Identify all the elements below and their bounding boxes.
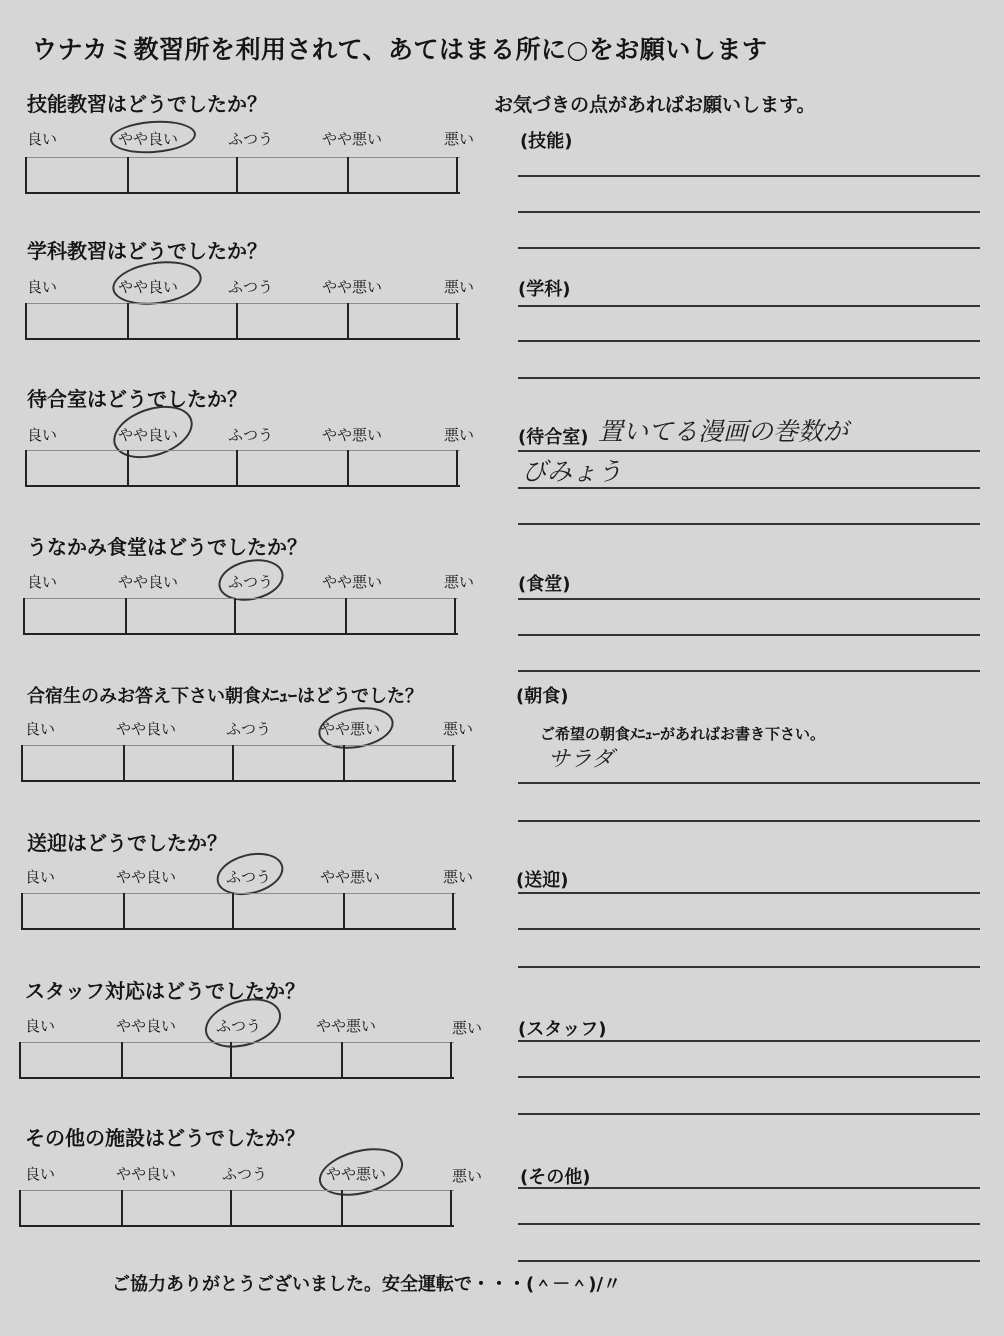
scale-label-fairly-good: やや良い [118,278,179,296]
scale-label-good: 良い [25,720,56,738]
scale-label-good: 良い [25,1017,56,1035]
question-title: 待合室はどうでしたか？ [27,387,247,411]
rating-scale[interactable] [25,303,460,340]
comment-line[interactable] [518,247,980,249]
comment-line[interactable] [518,1113,980,1115]
scale-label-bad: 悪い [444,573,475,591]
scale-label-average: ふつう [228,130,274,148]
page-title: ウナカミ教習所を利用されて、あてはまる所に○をお願いします [32,35,768,64]
comment-line[interactable] [518,523,980,525]
selected-circle [109,118,197,156]
comment-line[interactable] [518,634,980,636]
comment-line[interactable] [518,305,980,307]
question-title: 学科教習はどうでしたか？ [27,239,267,263]
scale-label-bad: 悪い [452,1019,483,1037]
scale-label-fairly-good: やや良い [116,1165,177,1183]
scale-label-bad: 悪い [444,130,475,148]
scale-label-bad: 悪い [443,868,474,886]
scale-label-average: ふつう [228,573,274,591]
breakfast-request-note: ご希望の朝食ﾒﾆｭｰがあればお書き下さい。 [540,725,826,743]
comment-line[interactable] [518,966,980,968]
rating-scale[interactable] [19,1042,454,1079]
section-label-breakfast: (朝食) [516,686,569,707]
question-title: スタッフ対応はどうでしたか？ [25,979,305,1003]
comment-line[interactable] [518,1076,980,1078]
comment-line[interactable] [518,820,980,822]
question-title: 技能教習はどうでしたか？ [27,92,267,116]
rating-scale[interactable] [21,893,456,930]
question-title: 合宿生のみお答え下さい朝食ﾒﾆｭｰはどうでした？ [27,686,423,707]
scale-label-fairly-good: やや良い [116,868,177,886]
scale-label-good: 良い [27,426,58,444]
comment-line[interactable] [518,211,980,213]
section-label-lecture: (学科) [518,279,571,300]
comment-line[interactable] [518,598,980,600]
comment-line[interactable] [518,782,980,784]
scale-label-fairly-bad: やや悪い [320,868,381,886]
scale-label-good: 良い [25,868,56,886]
section-label-staff: (スタッフ) [518,1019,607,1040]
section-label-skill: (技能) [520,131,573,152]
comment-line[interactable] [518,928,980,930]
scale-label-good: 良い [27,573,58,591]
scale-label-bad: 悪い [444,426,475,444]
handwritten-comment: 置いてる漫画の巻数が [598,417,849,446]
selected-circle [110,256,205,310]
section-label-cafeteria: (食堂) [518,574,571,595]
comment-line[interactable] [518,1040,980,1042]
rating-scale[interactable] [25,157,460,194]
comment-line[interactable] [518,175,980,177]
section-label-waiting-room: (待合室) [518,427,589,448]
comment-line[interactable] [518,377,980,379]
scale-label-fairly-bad: やや悪い [322,130,383,148]
scale-label-average: ふつう [222,1165,268,1183]
rating-scale[interactable] [23,598,458,635]
footer-thanks: ご協力ありがとうございました。安全運転で・・・(＾－＾)/〃 [112,1274,622,1295]
rating-scale[interactable] [19,1190,454,1227]
scale-label-bad: 悪い [444,278,475,296]
comment-line[interactable] [518,487,980,489]
comment-line[interactable] [518,1260,980,1262]
section-label-shuttle: (送迎) [516,870,569,891]
scale-label-bad: 悪い [452,1167,483,1185]
scale-label-fairly-bad: やや悪い [322,426,383,444]
scale-label-fairly-good: やや良い [118,426,179,444]
comment-line[interactable] [518,340,980,342]
section-label-other: (その他) [520,1167,591,1188]
scale-label-good: 良い [27,278,58,296]
comment-line[interactable] [518,1223,980,1225]
scale-label-average: ふつう [226,720,272,738]
comment-line[interactable] [518,1187,980,1189]
scale-label-fairly-bad: やや悪い [316,1017,377,1035]
scale-label-fairly-bad: やや悪い [322,573,383,591]
scale-label-fairly-good: やや良い [118,130,179,148]
scale-label-fairly-good: やや良い [116,1017,177,1035]
scale-label-good: 良い [25,1165,56,1183]
scale-label-fairly-bad: やや悪い [320,720,381,738]
scale-label-average: ふつう [228,278,274,296]
scale-label-average: ふつう [226,868,272,886]
rating-scale[interactable] [21,745,456,782]
scale-label-good: 良い [27,130,58,148]
scale-label-fairly-good: やや良い [116,720,177,738]
scale-label-bad: 悪い [443,720,474,738]
handwritten-comment: サラダ [548,747,614,772]
scale-label-fairly-good: やや良い [118,573,179,591]
rating-scale[interactable] [25,450,460,487]
question-title: うなかみ食堂はどうでしたか？ [27,535,307,559]
scale-label-fairly-bad: やや悪い [322,278,383,296]
question-title: 送迎はどうでしたか？ [27,831,227,855]
scale-label-average: ふつう [216,1017,262,1035]
handwritten-comment: びみょう [522,457,623,486]
scale-label-average: ふつう [228,426,274,444]
comment-line[interactable] [518,670,980,672]
question-title: その他の施設はどうでしたか？ [25,1126,305,1150]
comment-line[interactable] [518,892,980,894]
scale-label-fairly-bad: やや悪い [326,1165,387,1183]
comments-header: お気づきの点があればお願いします。 [494,94,816,116]
